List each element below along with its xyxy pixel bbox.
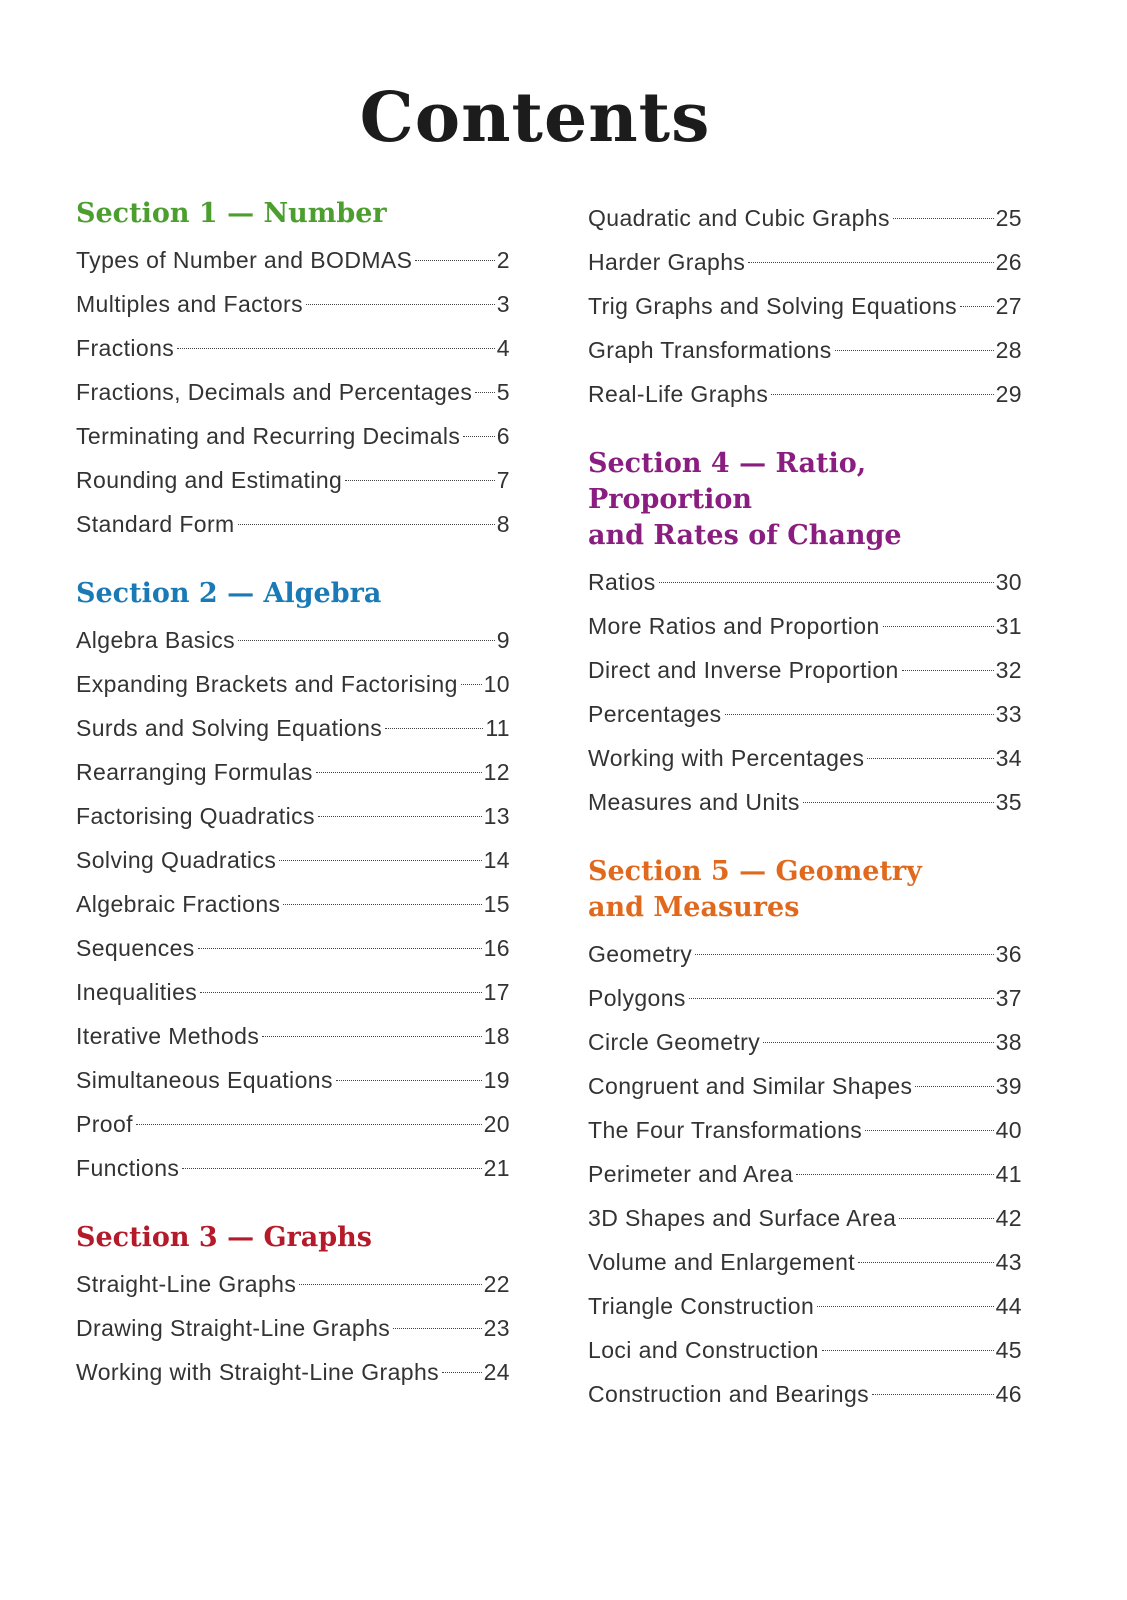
section-number (76, 196, 510, 546)
section-heading: Section 3 — Graphs (76, 1222, 372, 1253)
contents-entry (588, 1284, 1022, 1328)
entry-page-number: 9 (496, 627, 510, 653)
section-algebra (76, 576, 510, 1190)
entry-page-number: 23 (483, 1315, 510, 1341)
entry-title: Working with Percentages (588, 745, 865, 771)
page-title: Contents (359, 78, 711, 158)
contents-entry (588, 648, 1022, 692)
entry-page-number: 24 (483, 1359, 510, 1385)
dot-leader (318, 816, 482, 817)
entry-title: Congruent and Similar Shapes (588, 1073, 913, 1099)
entry-page-number: 16 (483, 935, 510, 961)
contents-entry (588, 1108, 1022, 1152)
entry-list (588, 560, 1022, 824)
section-heading: Section 1 — Number (76, 198, 387, 229)
contents-entry (588, 240, 1022, 284)
entry-title: Trig Graphs and Solving Equations (588, 293, 958, 319)
contents-entry (588, 1064, 1022, 1108)
contents-entry (76, 1014, 510, 1058)
dot-leader (915, 1086, 993, 1087)
entry-page-number: 26 (995, 249, 1022, 275)
entry-list (76, 238, 510, 546)
dot-leader (336, 1080, 482, 1081)
dot-leader (902, 670, 994, 671)
entry-title: More Ratios and Proportion (588, 613, 880, 639)
dot-leader (283, 904, 481, 905)
entry-list (588, 932, 1022, 1416)
contents-entry (76, 882, 510, 926)
entry-title: Circle Geometry (588, 1029, 761, 1055)
entry-title: Real-Life Graphs (588, 381, 769, 407)
section-heading-line: Section 5 — Geometry (588, 856, 922, 887)
contents-entry (588, 1372, 1022, 1416)
dot-leader (822, 1350, 994, 1351)
entry-title: Working with Straight-Line Graphs (76, 1359, 440, 1385)
contents-entry (76, 502, 510, 546)
contents-entry (76, 1058, 510, 1102)
contents-entry (588, 1152, 1022, 1196)
contents-entry (76, 926, 510, 970)
contents-entry (588, 780, 1022, 824)
entry-title: Polygons (588, 985, 686, 1011)
dot-leader (463, 436, 494, 437)
entry-title: Triangle Construction (588, 1293, 815, 1319)
entry-page-number: 37 (995, 985, 1022, 1011)
contents-entry (588, 1328, 1022, 1372)
contents-entry (76, 618, 510, 662)
entry-list (76, 618, 510, 1190)
entry-page-number: 17 (483, 979, 510, 1005)
entry-title: Factorising Quadratics (76, 803, 315, 829)
entry-title: Rounding and Estimating (76, 467, 343, 493)
entry-title: Graph Transformations (588, 337, 832, 363)
contents-entry (588, 372, 1022, 416)
contents-entry (588, 328, 1022, 372)
entry-page-number: 38 (995, 1029, 1022, 1055)
entry-title: Expanding Brackets and Factorising (76, 671, 458, 697)
contents-entry (588, 692, 1022, 736)
contents-left-column (76, 196, 510, 1424)
contents-entry (76, 706, 510, 750)
dot-leader (689, 998, 994, 999)
dot-leader (316, 772, 482, 773)
contents-entry (588, 736, 1022, 780)
contents-entry (76, 414, 510, 458)
entry-title: Quadratic and Cubic Graphs (588, 205, 890, 231)
entry-page-number: 43 (995, 1249, 1022, 1275)
dot-leader (177, 348, 495, 349)
entry-page-number: 40 (995, 1117, 1022, 1143)
entry-page-number: 36 (995, 941, 1022, 967)
contents-entry (588, 604, 1022, 648)
contents-entry (76, 662, 510, 706)
entry-page-number: 15 (483, 891, 510, 917)
entry-title: Algebraic Fractions (76, 891, 281, 917)
entry-title: Surds and Solving Equations (76, 715, 383, 741)
contents-right-column (588, 196, 1022, 1446)
entry-title: Perimeter and Area (588, 1161, 794, 1187)
dot-leader (345, 480, 495, 481)
section-heading: Section 2 — Algebra (76, 578, 382, 609)
dot-leader (835, 350, 994, 351)
dot-leader (763, 1042, 993, 1043)
entry-page-number: 31 (995, 613, 1022, 639)
entry-page-number: 32 (995, 657, 1022, 683)
entry-page-number: 4 (496, 335, 510, 361)
entry-title: Solving Quadratics (76, 847, 277, 873)
entry-title: 3D Shapes and Surface Area (588, 1205, 897, 1231)
entry-page-number: 33 (995, 701, 1022, 727)
dot-leader (893, 218, 994, 219)
contents-entry (76, 794, 510, 838)
entry-page-number: 5 (496, 379, 510, 405)
dot-leader (306, 304, 495, 305)
entry-page-number: 41 (995, 1161, 1022, 1187)
dot-leader (771, 394, 993, 395)
dot-leader (695, 954, 993, 955)
contents-entry (76, 458, 510, 502)
dot-leader (442, 1372, 482, 1373)
entry-page-number: 20 (483, 1111, 510, 1137)
section-heading (588, 446, 1022, 554)
entry-list (76, 1262, 510, 1394)
contents-entry (76, 1306, 510, 1350)
entry-page-number: 3 (496, 291, 510, 317)
entry-page-number: 39 (995, 1073, 1022, 1099)
section-heading (588, 854, 1022, 926)
entry-page-number: 11 (485, 715, 510, 741)
entry-page-number: 34 (995, 745, 1022, 771)
entry-title: Construction and Bearings (588, 1381, 870, 1407)
entry-title: Iterative Methods (76, 1023, 260, 1049)
contents-entry (76, 1350, 510, 1394)
dot-leader (725, 714, 994, 715)
entry-title: Inequalities (76, 979, 198, 1005)
dot-leader (385, 728, 483, 729)
entry-page-number: 13 (483, 803, 510, 829)
dot-leader (872, 1394, 994, 1395)
dot-leader (899, 1218, 993, 1219)
dot-leader (299, 1284, 481, 1285)
entry-title: Geometry (588, 941, 693, 967)
contents-entry (588, 932, 1022, 976)
entry-page-number: 6 (496, 423, 510, 449)
contents-entry (588, 1196, 1022, 1240)
entry-page-number: 35 (995, 789, 1022, 815)
entry-title: Proof (76, 1111, 133, 1137)
entry-page-number: 29 (995, 381, 1022, 407)
contents-entry (76, 1262, 510, 1306)
dot-leader (461, 684, 482, 685)
entry-title: Harder Graphs (588, 249, 746, 275)
dot-leader (136, 1124, 482, 1125)
dot-leader (238, 640, 495, 641)
entry-title: Multiples and Factors (76, 291, 303, 317)
contents-entry (76, 970, 510, 1014)
dot-leader (883, 626, 994, 627)
entry-page-number: 12 (483, 759, 510, 785)
entry-title: Algebra Basics (76, 627, 236, 653)
entry-title: Straight-Line Graphs (76, 1271, 297, 1297)
entry-title: Terminating and Recurring Decimals (76, 423, 461, 449)
entry-page-number: 28 (995, 337, 1022, 363)
entry-title: Rearranging Formulas (76, 759, 313, 785)
section-graphs (76, 1220, 510, 1394)
dot-leader (200, 992, 481, 993)
contents-entry (588, 1240, 1022, 1284)
dot-leader (796, 1174, 993, 1175)
entry-page-number: 42 (995, 1205, 1022, 1231)
entry-title: Loci and Construction (588, 1337, 819, 1363)
entry-title: Direct and Inverse Proportion (588, 657, 899, 683)
section-graphs-continued (588, 196, 1022, 416)
contents-entry (76, 370, 510, 414)
contents-entry (76, 750, 510, 794)
contents-entry (588, 560, 1022, 604)
entry-page-number: 10 (483, 671, 510, 697)
entry-title: Percentages (588, 701, 722, 727)
section-heading-line: Section 4 — Ratio, Proportion (588, 448, 867, 515)
entry-page-number: 2 (496, 247, 510, 273)
entry-title: Measures and Units (588, 789, 800, 815)
entry-page-number: 18 (483, 1023, 510, 1049)
dot-leader (659, 582, 994, 583)
contents-entry (76, 282, 510, 326)
entry-page-number: 8 (496, 511, 510, 537)
dot-leader (198, 948, 482, 949)
entry-title: Standard Form (76, 511, 235, 537)
dot-leader (803, 802, 994, 803)
dot-leader (960, 306, 994, 307)
entry-page-number: 25 (995, 205, 1022, 231)
contents-entry (588, 284, 1022, 328)
dot-leader (262, 1036, 481, 1037)
entry-title: Ratios (588, 569, 656, 595)
dot-leader (393, 1328, 481, 1329)
entry-page-number: 30 (995, 569, 1022, 595)
entry-title: Simultaneous Equations (76, 1067, 333, 1093)
entry-title: The Four Transformations (588, 1117, 863, 1143)
dot-leader (858, 1262, 994, 1263)
section-geometry (588, 854, 1022, 1416)
entry-page-number: 21 (483, 1155, 510, 1181)
entry-title: Fractions (76, 335, 175, 361)
entry-page-number: 46 (995, 1381, 1022, 1407)
dot-leader (475, 392, 495, 393)
section-ratio-proportion (588, 446, 1022, 824)
dot-leader (865, 1130, 993, 1131)
entry-title: Sequences (76, 935, 195, 961)
entry-title: Volume and Enlargement (588, 1249, 856, 1275)
contents-entry (76, 238, 510, 282)
contents-entry (76, 838, 510, 882)
contents-entry (76, 326, 510, 370)
section-heading-line: and Measures (588, 892, 800, 923)
entry-page-number: 27 (995, 293, 1022, 319)
contents-entry (588, 196, 1022, 240)
dot-leader (867, 758, 993, 759)
entry-page-number: 7 (496, 467, 510, 493)
dot-leader (748, 262, 993, 263)
contents-entry (76, 1146, 510, 1190)
entry-page-number: 14 (483, 847, 510, 873)
entry-page-number: 19 (483, 1067, 510, 1093)
dot-leader (279, 860, 481, 861)
entry-title: Drawing Straight-Line Graphs (76, 1315, 391, 1341)
entry-page-number: 22 (483, 1271, 510, 1297)
dot-leader (238, 524, 495, 525)
contents-entry (588, 1020, 1022, 1064)
contents-entry (588, 976, 1022, 1020)
dot-leader (817, 1306, 993, 1307)
entry-title: Types of Number and BODMAS (76, 247, 413, 273)
entry-title: Fractions, Decimals and Percentages (76, 379, 473, 405)
contents-entry (76, 1102, 510, 1146)
entry-title: Functions (76, 1155, 180, 1181)
entry-page-number: 44 (995, 1293, 1022, 1319)
dot-leader (182, 1168, 481, 1169)
section-heading-line: and Rates of Change (588, 520, 902, 551)
entry-list (588, 196, 1022, 416)
dot-leader (415, 260, 494, 261)
entry-page-number: 45 (995, 1337, 1022, 1363)
